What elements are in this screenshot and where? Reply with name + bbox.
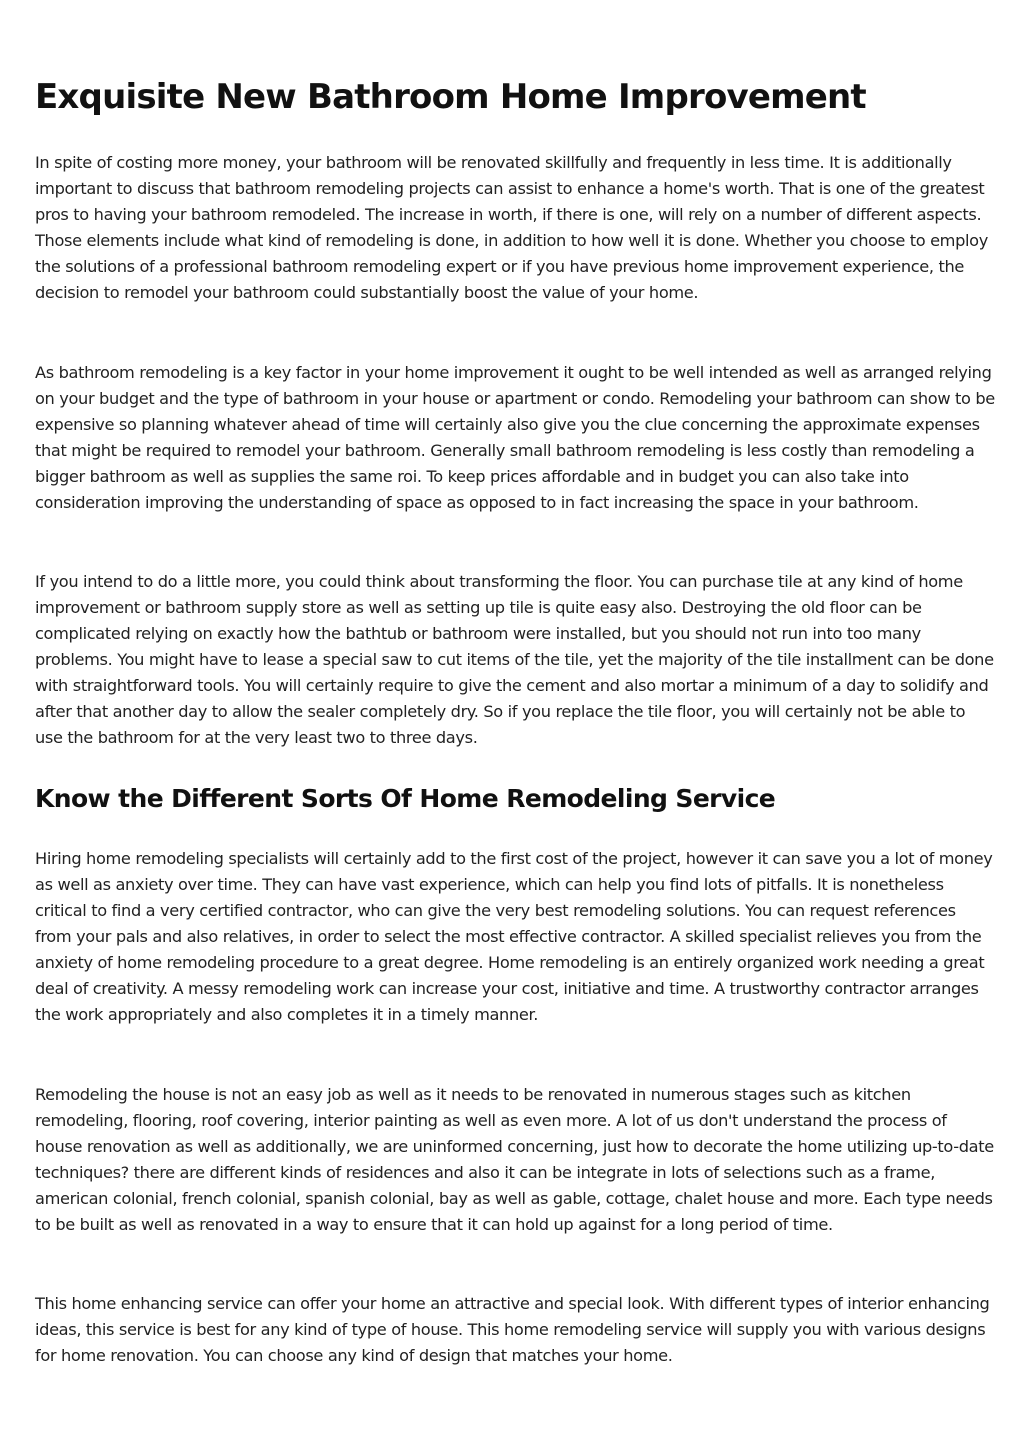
paragraph: If you intend to do a little more, you could think about transforming the floor. You can purchase tile at any kind of home improvement or bathroom supply store as well as setting up tile is quite easy also. Destroying the old floor can be complicated relying on exactly how the bathtub or bathroom were installed, but you should not run into too many problems. You might have to lease a special saw to cut items of the tile, yet the majority of the tile installment can be done with straightforward tools. You will certainly require to give the cement and also mortar a minimum of a day to solidify and after that another day to allow the sealer completely dry. So if you replace the tile floor, you will certainly not be able to use the bathroom for at the very least two to three days. bbox=[35, 572, 994, 747]
paragraph: As bathroom remodeling is a key factor in your home improvement it ought to be well intended as well as arranged relying on your budget and the type of bathroom in your house or apartment or condo. Remodeling your bathroom can show to be expensive so planning whatever ahead of time will certainly also give you the clue concerning the approximate expenses that might be required to remodel your bathroom. Generally small bathroom remodeling is less costly than remodeling a bigger bathroom as well as supplies the same roi. To keep prices affordable and in budget you can also take into consideration improving the understanding of space as opposed to in fact increasing the space in your bathroom. bbox=[35, 363, 995, 512]
section-heading: Know the Different Sorts Of Home Remodeling Service bbox=[35, 784, 776, 813]
paragraph: Hiring home remodeling specialists will certainly add to the first cost of the project, however it can save you a lot of money as well as anxiety over time. They can have vast experience, which can help you find lots of pitfalls. It is nonetheless critical to find a very certified contractor, who can give the very best remodeling solutions. You can request references from your pals and also relatives, in order to select the most effective contractor. A skilled specialist relieves you from the anxiety of home remodeling procedure to a great degree. Home remodeling is an entirely organized work needing a great deal of creativity. A messy remodeling work can increase your cost, initiative and time. A trustworthy contractor arranges the work appropriately and also completes it in a timely manner. bbox=[35, 849, 993, 1024]
page-title: Exquisite New Bathroom Home Improvement bbox=[35, 77, 866, 117]
paragraph: In spite of costing more money, your bathroom will be renovated skillfully and frequently in less time. It is additionally important to discuss that bathroom remodeling projects can assist to enhance a home's worth. That is one of the greatest pros to having your bathroom remodeled. The increase in worth, if there is one, will rely on a number of different aspects. Those elements include what kind of remodeling is done, in addition to how well it is done. Whether you choose to employ the solutions of a professional bathroom remodeling expert or if you have previous home improvement experience, the decision to remodel your bathroom could substantially boost the value of your home. bbox=[35, 153, 988, 302]
paragraph: This home enhancing service can offer your home an attractive and special look. With different types of interior enhancing ideas, this service is best for any kind of type of house. This home remodeling service will supply you with various designs for home renovation. You can choose any kind of design that matches your home. bbox=[35, 1294, 990, 1365]
paragraph: Remodeling the house is not an easy job as well as it needs to be renovated in numerous stages such as kitchen remodeling, flooring, roof covering, interior painting as well as even more. A lot of us don't understand the process of house renovation as well as additionally, we are uninformed concerning, just how to decorate the home utilizing up-to-date techniques? there are different kinds of residences and also it can be integrate in lots of selections such as a frame, american colonial, french colonial, spanish colonial, bay as well as gable, cottage, chalet house and more. Each type needs to be built as well as renovated in a way to ensure that it can hold up against for a long period of time. bbox=[35, 1085, 994, 1234]
